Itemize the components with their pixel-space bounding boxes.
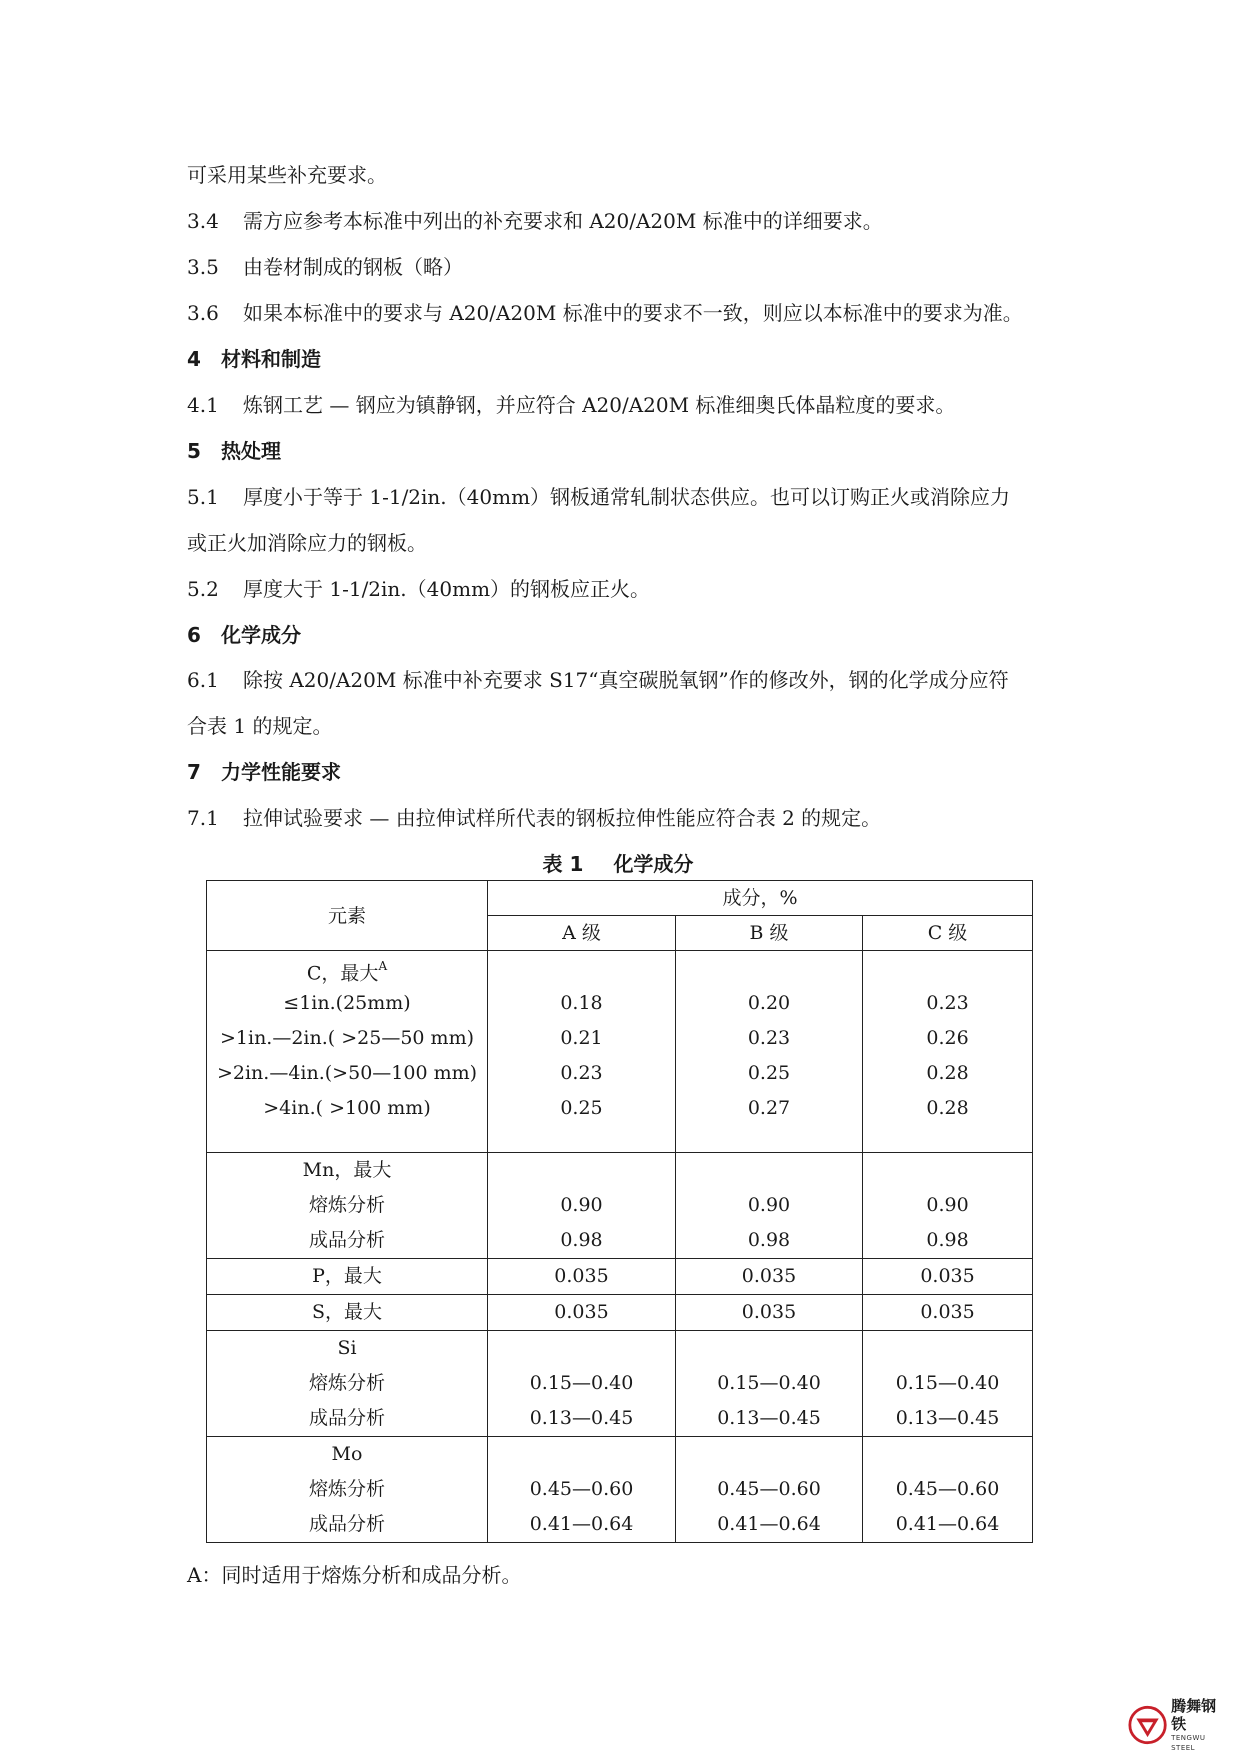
- clause-3-4: [187, 209, 1057, 233]
- silicon-labels: [207, 1331, 488, 1437]
- manganese-grade-a: [488, 1153, 676, 1259]
- table-cell: 0.98: [926, 1229, 969, 1251]
- carbon-labels: [207, 951, 488, 1153]
- section-number: 4: [187, 347, 201, 371]
- table-cell: 0.41—0.64: [529, 1513, 634, 1535]
- clause-5-1-continued: 或正火加消除应力的钢板。: [187, 531, 427, 555]
- table-row-silicon: [207, 1331, 1033, 1437]
- carbon-thickness-label: >2in.—4in.(>50—100 mm): [216, 1062, 478, 1084]
- table-cell: 0.13—0.45: [717, 1407, 821, 1429]
- table-cell: 0.23: [747, 1027, 791, 1049]
- analysis-label: 成品分析: [308, 1229, 385, 1251]
- analysis-label: 成品分析: [308, 1407, 385, 1429]
- section-number: 6: [187, 623, 201, 647]
- section-number: 5: [187, 439, 201, 463]
- table-caption: [205, 852, 1031, 876]
- phosphorus-label: P，最大: [207, 1259, 488, 1295]
- table-cell: 0.15—0.40: [717, 1372, 821, 1394]
- table-cell: 0.25: [560, 1097, 603, 1119]
- paragraph-continuation: 可采用某些补充要求。: [187, 163, 387, 187]
- manganese-grade-c: [863, 1153, 1033, 1259]
- table-cell: 0.26: [926, 1027, 969, 1049]
- section-heading-5: [187, 439, 1057, 463]
- section-title: 化学成分: [221, 623, 301, 647]
- carbon-grade-c: [863, 951, 1033, 1153]
- sulfur-label: S，最大: [207, 1295, 488, 1331]
- clause-text: 厚度大于 1-1/2in.（40mm）的钢板应正火。: [243, 577, 651, 601]
- table-cell: 0.45—0.60: [717, 1478, 821, 1500]
- header-element: 元素: [207, 881, 488, 951]
- analysis-label: 成品分析: [308, 1513, 385, 1535]
- carbon-grade-b: [676, 951, 863, 1153]
- table-cell: 0.45—0.60: [895, 1478, 1000, 1500]
- table-cell: 0.035: [676, 1295, 863, 1331]
- header-grade-a: A 级: [488, 916, 676, 951]
- carbon-thickness-label: ≤1in.(25mm): [283, 992, 411, 1014]
- header-grade-c: C 级: [863, 916, 1033, 951]
- clause-text: 厚度小于等于 1-1/2in.（40mm）钢板通常轧制状态供应。也可以订购正火或消除应力: [243, 485, 1011, 509]
- table-number: 表 1: [542, 852, 584, 876]
- table-footnote: A：同时适用于熔炼分析和成品分析。: [187, 1563, 522, 1587]
- table-cell: 0.90: [560, 1194, 603, 1216]
- silicon-grade-a: [488, 1331, 676, 1437]
- clause-number: 5.2: [187, 577, 219, 601]
- table-cell: 0.41—0.64: [717, 1513, 821, 1535]
- table-row-manganese: [207, 1153, 1033, 1259]
- manganese-label: Mn，最大: [302, 1159, 392, 1181]
- clause-text: 炼钢工艺 — 钢应为镇静钢，并应符合 A20/A20M 标准细奥氏体晶粒度的要求。: [243, 393, 956, 417]
- table-cell: 0.27: [747, 1097, 791, 1119]
- table-cell: 0.90: [747, 1194, 791, 1216]
- clause-number: 6.1: [187, 668, 219, 692]
- logo-name-cn: 腾舞钢铁: [1171, 1697, 1217, 1733]
- table-cell: 0.035: [863, 1259, 1033, 1295]
- molybdenum-grade-a: [488, 1437, 676, 1543]
- clause-number: 3.5: [187, 255, 219, 279]
- clause-number: 3.6: [187, 301, 219, 325]
- clause-6-1-continued: 合表 1 的规定。: [187, 714, 333, 738]
- section-title: 热处理: [221, 439, 281, 463]
- chemical-composition-table: [206, 880, 1033, 1543]
- table-row-carbon: [207, 951, 1033, 1153]
- carbon-grade-a: [488, 951, 676, 1153]
- header-composition: 成分，%: [488, 881, 1033, 916]
- table-header-row: [207, 881, 1033, 916]
- clause-number: 4.1: [187, 393, 219, 417]
- table-cell: 0.41—0.64: [895, 1513, 1000, 1535]
- header-grade-b: B 级: [676, 916, 863, 951]
- clause-text: 除按 A20/A20M 标准中补充要求 S17“真空碳脱氧钢”作的修改外，钢的化学成分应符: [243, 668, 1009, 692]
- silicon-grade-c: [863, 1331, 1033, 1437]
- clause-4-1: [187, 393, 1057, 417]
- section-title: 力学性能要求: [221, 760, 341, 784]
- analysis-label: 熔炼分析: [308, 1478, 385, 1500]
- table-row-phosphorus: [207, 1259, 1033, 1295]
- table-cell: 0.25: [747, 1062, 791, 1084]
- clause-6-1: [187, 668, 1057, 692]
- clause-text: 拉伸试验要求 — 由拉伸试样所代表的钢板拉伸性能应符合表 2 的规定。: [243, 806, 882, 830]
- clause-7-1: [187, 806, 1057, 830]
- clause-5-1: [187, 485, 1057, 509]
- table-cell: 0.15—0.40: [529, 1372, 634, 1394]
- table-cell: 0.23: [560, 1062, 603, 1084]
- table-cell: 0.035: [863, 1295, 1033, 1331]
- clause-text: 如果本标准中的要求与 A20/A20M 标准中的要求不一致，则应以本标准中的要求为准。: [243, 301, 1023, 325]
- manganese-grade-b: [676, 1153, 863, 1259]
- analysis-label: 熔炼分析: [308, 1372, 385, 1394]
- table-cell: 0.21: [560, 1027, 603, 1049]
- table-cell: 0.45—0.60: [529, 1478, 634, 1500]
- section-title: 材料和制造: [221, 347, 321, 371]
- carbon-thickness-label: >1in.—2in.( >25—50 mm): [219, 1027, 474, 1049]
- clause-3-6: [187, 301, 1057, 325]
- section-number: 7: [187, 760, 201, 784]
- carbon-thickness-label: >4in.( >100 mm): [263, 1097, 431, 1119]
- carbon-label: C，最大$^A$: [306, 959, 388, 985]
- section-heading-4: [187, 347, 1057, 371]
- logo-name-en: TENGWU STEEL: [1171, 1734, 1206, 1752]
- table-cell: 0.13—0.45: [895, 1407, 1000, 1429]
- table-cell: 0.15—0.40: [895, 1372, 1000, 1394]
- table-cell: 0.28: [926, 1097, 969, 1119]
- clause-text: 需方应参考本标准中列出的补充要求和 A20/A20M 标准中的详细要求。: [243, 209, 883, 233]
- table-title: 化学成分: [613, 852, 694, 876]
- molybdenum-labels: [207, 1437, 488, 1543]
- section-heading-6: [187, 623, 1057, 647]
- footnote-mark: A: [378, 959, 388, 973]
- company-logo: [1128, 1697, 1228, 1752]
- table-cell: 0.035: [488, 1259, 676, 1295]
- table-row-sulfur: [207, 1295, 1033, 1331]
- clause-3-5: [187, 255, 1057, 279]
- clause-number: 7.1: [187, 806, 219, 830]
- clause-number: 3.4: [187, 209, 219, 233]
- molybdenum-grade-b: [676, 1437, 863, 1543]
- logo-text: [1171, 1697, 1228, 1753]
- clause-number: 5.1: [187, 485, 219, 509]
- table-cell: 0.13—0.45: [529, 1407, 634, 1429]
- table-cell: 0.035: [676, 1259, 863, 1295]
- table-cell: 0.20: [747, 992, 791, 1014]
- table-cell: 0.90: [926, 1194, 969, 1216]
- table-cell: 0.28: [926, 1062, 969, 1084]
- table-cell: 0.98: [560, 1229, 603, 1251]
- silicon-label: Si: [337, 1337, 357, 1359]
- clause-5-2: [187, 577, 1057, 601]
- table-cell: 0.23: [926, 992, 969, 1014]
- silicon-grade-b: [676, 1331, 863, 1437]
- manganese-labels: [207, 1153, 488, 1259]
- molybdenum-label: Mo: [331, 1443, 363, 1465]
- table-cell: 0.98: [747, 1229, 791, 1251]
- molybdenum-grade-c: [863, 1437, 1033, 1543]
- clause-text: 由卷材制成的钢板（略）: [243, 255, 463, 279]
- table-cell: 0.035: [488, 1295, 676, 1331]
- table-row-molybdenum: [207, 1437, 1033, 1543]
- table-cell: 0.18: [560, 992, 603, 1014]
- section-heading-7: [187, 760, 1057, 784]
- tengwu-logo-icon: [1128, 1704, 1167, 1746]
- analysis-label: 熔炼分析: [308, 1194, 385, 1216]
